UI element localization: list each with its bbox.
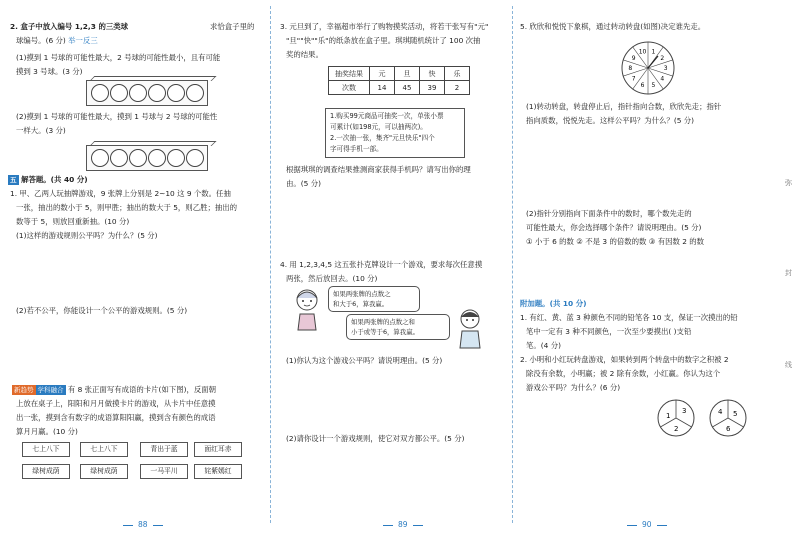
table-cell: 39 xyxy=(420,81,445,95)
spinner-number: 1 xyxy=(651,48,656,56)
spinner-number: 10 xyxy=(638,48,647,56)
wheel-1 xyxy=(656,398,696,438)
extra2-line1: 2. 小明和小红玩转盘游戏，如果转到两个转盘中的数字之积被 2 xyxy=(520,355,729,364)
practice-tag: 举一反三 xyxy=(68,36,98,45)
q5-part2b: 可能性最大，你会选择哪个条件？请说明理由。(5 分) xyxy=(526,223,702,232)
q2-part2b: 一样大。(3 分) xyxy=(16,126,66,135)
ball xyxy=(167,149,185,167)
wheel-1-label: 2 xyxy=(674,425,679,433)
idiom-card: 姹紫嫣红 xyxy=(194,464,242,479)
table-header: 元 xyxy=(370,67,395,81)
q5-part1a: (1)转动转盘，转盘停止后，指针指向合数，欣欣先走；指针 xyxy=(526,102,722,111)
subject-fusion-tag: 学科融合 xyxy=(37,386,64,394)
q1-part1: (1)这样的游戏规则公平吗？为什么？(5 分) xyxy=(16,231,158,240)
extra2-line2: 除没有余数，小明赢；被 2 除有余数，小红赢。你认为这个 xyxy=(526,369,721,378)
note-line: 2.一次抽一张，集齐"元旦快乐"四个 xyxy=(330,134,435,142)
ball xyxy=(148,149,166,167)
idiom-card: 一马平川 xyxy=(140,464,188,479)
q2-stem: 2. 盒子中放入编号 1,2,3 的三类球 xyxy=(10,22,129,31)
bubble-line: 小于或等于6，算我赢。 xyxy=(351,328,419,336)
q2-new-line4: 算月月赢。(10 分) xyxy=(16,427,78,436)
table-header: 旦 xyxy=(395,67,420,81)
wheel-1-label: 1 xyxy=(666,412,671,420)
table-header: 快 xyxy=(420,67,445,81)
table-row xyxy=(329,81,470,95)
extra-heading: 附加题。(共 10 分) xyxy=(520,299,587,308)
q3-line3: 奖的结果。 xyxy=(286,50,323,59)
girl-avatar xyxy=(290,286,324,332)
idiom-card: 面红耳赤 xyxy=(194,442,242,457)
idiom-card: 绿树成荫 xyxy=(80,464,128,479)
q2-part2: (2)摸到 1 号球的可能性最大，摸到 1 号球与 2 号球的可能性 xyxy=(16,112,218,121)
ball xyxy=(167,84,185,102)
spinner-number: 6 xyxy=(640,82,645,90)
table-header-row xyxy=(329,67,470,81)
idiom-card: 七上八下 xyxy=(80,442,128,457)
page-number-right: 90 xyxy=(622,520,672,529)
ball xyxy=(91,84,109,102)
ball xyxy=(186,84,204,102)
lottery-table xyxy=(328,66,470,95)
q4-line1: 4. 用 1,2,3,4,5 这五张扑克牌设计一个游戏，要求每次任意摸 xyxy=(280,260,483,269)
spinner-wheel xyxy=(620,40,676,96)
section-5-heading: 五 解答题。(共 40 分) xyxy=(10,175,88,184)
seal-mark: 线 xyxy=(785,361,792,369)
boy-avatar xyxy=(454,306,486,350)
q1-line3: 数等于 5，则放回重新抽。(10 分) xyxy=(16,217,130,226)
speech-bubble-girl xyxy=(328,286,420,312)
table-cell: 14 xyxy=(370,81,395,95)
q3-line4: 根据琪琪的调查结果推测商家获得手机吗？请写出你的理 xyxy=(286,165,471,174)
note-line: 可累计(如198元，可以抽两次)。 xyxy=(330,123,427,131)
extra1-line2: 笔中一定有 3 种不同颜色，一次至少要摸出( )支铅 xyxy=(526,327,692,336)
q5-part1b: 指向质数，悦悦先走。这样公平吗？为什么？(5 分) xyxy=(526,116,695,125)
table-header: 乐 xyxy=(445,67,470,81)
idiom-card: 青出于蓝 xyxy=(140,442,188,457)
note-line: 1.购买99元商品可抽奖一次，单张小票 xyxy=(330,112,444,120)
page-number-left: 88 xyxy=(118,520,168,529)
table-header: 抽奖结果 xyxy=(329,67,370,81)
ball xyxy=(148,84,166,102)
q4-part1: (1)你认为这个游戏公平吗？请说明理由。(5 分) xyxy=(286,356,443,365)
spinner-number: 2 xyxy=(660,54,665,62)
table-cell: 2 xyxy=(445,81,470,95)
q4-part2: (2)请你设计一个游戏规则，使它对双方都公平。(5 分) xyxy=(286,434,465,443)
ball-box-1-top xyxy=(90,76,217,81)
q1-part2: (2)若不公平，你能设计一个公平的游戏规则。(5 分) xyxy=(16,306,188,315)
q2-score: 球编号。(6 分) 举一反三 xyxy=(16,36,98,45)
idiom-card: 绿树成荫 xyxy=(22,464,70,479)
extra2-line3: 游戏公平吗？为什么？(6 分) xyxy=(526,383,621,392)
spinner-number: 8 xyxy=(628,65,633,73)
wheel-2-label: 6 xyxy=(726,425,731,433)
q3-line5: 由。(5 分) xyxy=(286,179,321,188)
spinner-number: 7 xyxy=(631,75,636,83)
spinner-number: 3 xyxy=(663,65,668,73)
middle-page xyxy=(270,0,512,543)
q5-line1: 5. 欣欣和悦悦下象棋，通过转动转盘(如图)决定谁先走。 xyxy=(520,22,706,31)
extra1-line3: 笔。(4 分) xyxy=(526,341,561,350)
ball xyxy=(129,149,147,167)
ball xyxy=(91,149,109,167)
page-number-middle: 89 xyxy=(378,520,428,529)
note-line: 字可得手机一部。 xyxy=(330,145,383,153)
spinner-number: 9 xyxy=(631,54,636,62)
q2-part1: (1)摸到 1 号球的可能性最大，2 号球的可能性最小，且有可能 xyxy=(16,53,221,62)
ball xyxy=(186,149,204,167)
q2-part1b: 摸到 3 号球。(3 分) xyxy=(16,67,83,76)
q4-line2: 两张，然后放回去。(10 分) xyxy=(286,274,378,283)
q2-stem-end: 求恰盒子里的 xyxy=(210,22,255,31)
q3-line2: "旦""快""乐"的纸条放在盒子里。琪琪随机统计了 100 次抽 xyxy=(286,36,481,45)
left-page xyxy=(0,0,270,543)
speech-bubble-boy xyxy=(346,314,450,340)
wheel-2-label: 5 xyxy=(733,410,738,418)
q5-options: ① 小于 6 的数 ② 不是 3 的倍数的数 ③ 有因数 2 的数 xyxy=(526,237,705,246)
wheel-1-label: 3 xyxy=(682,407,687,415)
bubble-line: 和大于6，算我赢。 xyxy=(333,300,389,308)
table-cell: 次数 xyxy=(329,81,370,95)
spinner-number: 4 xyxy=(660,75,665,83)
ball xyxy=(129,84,147,102)
q5-part2a: (2)指针分别指向下面条件中的数时，哪个数先走的 xyxy=(526,209,692,218)
q2-new-line3: 出一张，摸到含有数字的成语算阳阳赢，摸到含有颜色的成语 xyxy=(16,413,216,422)
q2-new-line2: 上放在桌子上，阳阳和月月做摸卡片的游戏，从卡片中任意摸 xyxy=(16,399,216,408)
seal-mark: 封 xyxy=(785,269,792,277)
table-cell: 45 xyxy=(395,81,420,95)
idiom-card: 七上八下 xyxy=(22,442,70,457)
extra1-line1: 1. 有红、黄、蓝 3 种颜色不同的铅笔各 10 支，保证一次摸出的铅 xyxy=(520,313,738,322)
spinner-number: 5 xyxy=(651,82,656,90)
wheel-2 xyxy=(708,398,748,438)
q1-line1: 1. 甲、乙两人玩抽牌游戏，9 张牌上分别是 2~10 这 9 个数。任抽 xyxy=(10,189,231,198)
section-5-number: 五 xyxy=(10,176,17,184)
q1-line2: 一张，抽出的数小于 5，则甲胜；抽出的数大于 5，则乙胜；抽出的 xyxy=(16,203,238,212)
bubble-line: 如果两张牌的点数之 xyxy=(333,290,391,298)
wheel-2-label: 4 xyxy=(718,408,723,416)
new-trend-tag: 新趋势 xyxy=(14,386,34,394)
q3-line1: 3. 元旦到了，幸福超市举行了购物摸奖活动，将若干张写有"元" xyxy=(280,22,489,31)
ball xyxy=(110,149,128,167)
q2-new-line1: 新趋势 学科融合 有 8 张正面写有成语的卡片(如下图)，反面朝 xyxy=(14,385,217,394)
rules-note xyxy=(325,108,465,158)
seal-mark: 弥 xyxy=(785,179,792,187)
ball xyxy=(110,84,128,102)
bubble-line: 如果两张牌的点数之和 xyxy=(351,318,415,326)
ball-box-2-top xyxy=(90,141,217,146)
right-page xyxy=(512,0,800,543)
